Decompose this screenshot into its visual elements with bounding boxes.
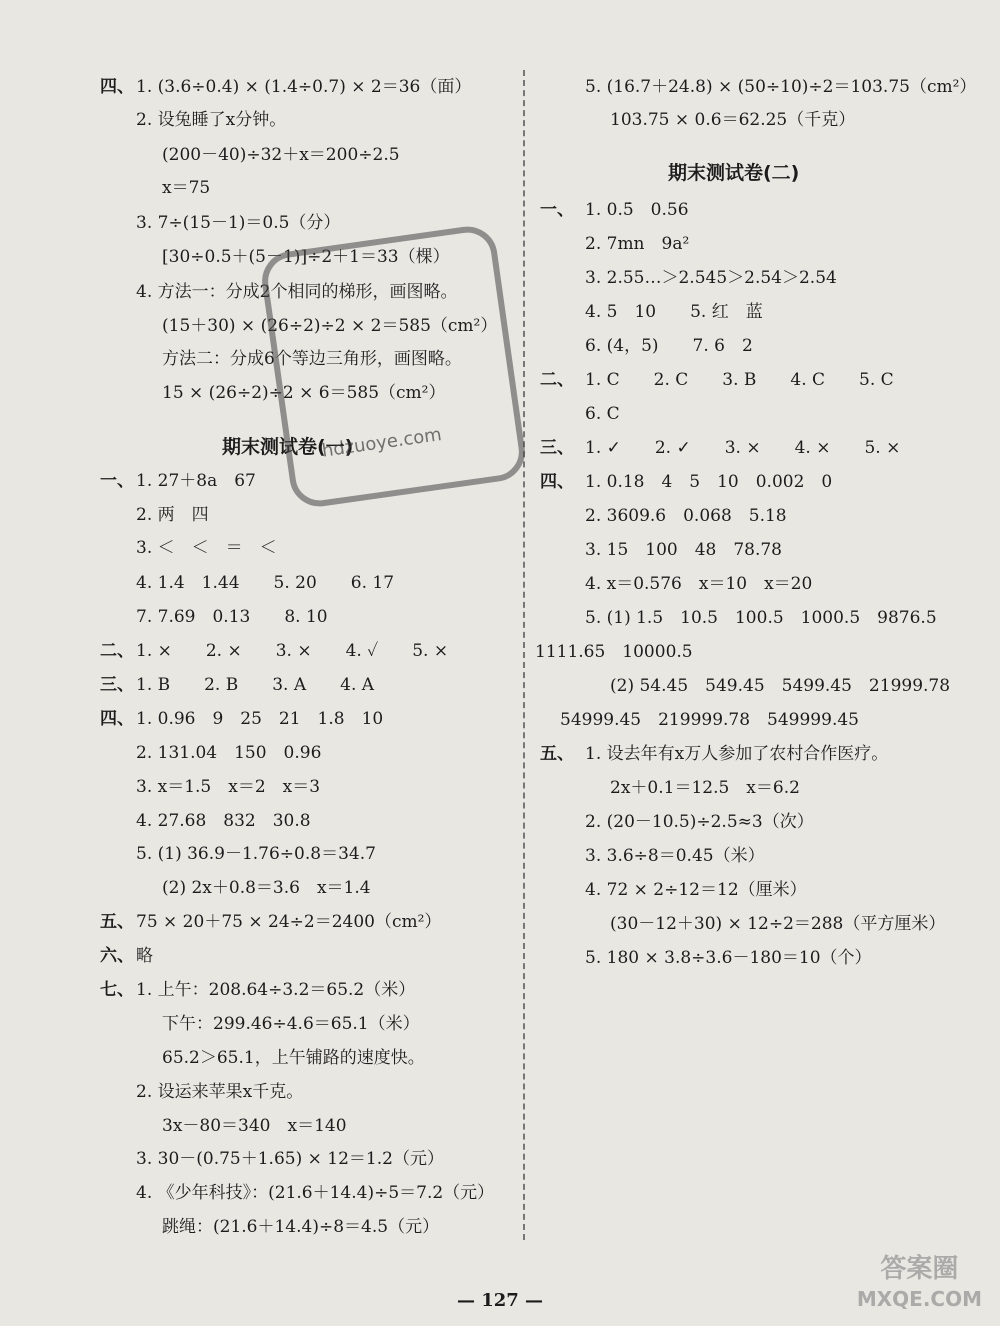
answer-text: 1. 0.18 4 5 10 0.002 0	[585, 472, 833, 492]
section-number: 四、	[100, 709, 134, 729]
answer-text: 1. 上午：208.64÷3.2＝65.2（米）	[136, 980, 416, 1000]
column-divider	[523, 70, 525, 1240]
answer-line	[585, 607, 937, 629]
answer-text: 下午：299.46÷4.6＝65.1（米）	[162, 1014, 420, 1034]
section-number: 四、	[540, 472, 574, 492]
answer-text: 103.75 × 0.6＝62.25（千克）	[610, 110, 856, 130]
answer-text: 5. (16.7＋24.8) × (50÷10)÷2＝103.75（cm²）	[585, 77, 977, 97]
answer-line	[136, 843, 376, 865]
answer-line	[100, 708, 383, 730]
section-title-exam-1: 期末测试卷(一)	[222, 436, 354, 458]
section-number: 七、	[100, 980, 134, 1000]
answer-text: 3. x＝1.5 x＝2 x＝3	[136, 777, 321, 797]
section-number: 三、	[540, 438, 574, 458]
answer-line	[585, 811, 814, 833]
answer-line	[585, 879, 807, 901]
answer-text: (30－12＋30) × 12÷2＝288（平方厘米）	[610, 914, 946, 934]
answer-text: 1. 0.96 9 25 21 1.8 10	[136, 709, 384, 729]
answer-text: 5. (1) 1.5 10.5 100.5 1000.5 9876.5	[585, 608, 937, 628]
section-number: 二、	[540, 370, 574, 390]
answer-text: 65.2＞65.1，上午铺路的速度快。	[162, 1048, 425, 1068]
answer-line	[162, 177, 210, 199]
answer-line	[540, 437, 900, 459]
answer-line	[100, 470, 256, 492]
answer-text: 跳绳：(21.6＋14.4)÷8＝4.5（元）	[162, 1217, 440, 1237]
answer-text: 1. C 2. C 3. B 4. C 5. C	[585, 370, 894, 390]
answer-text: 7. 7.69 0.13 8. 10	[136, 607, 328, 627]
section-number: 四、	[100, 77, 134, 97]
answer-line	[100, 979, 415, 1001]
answer-line	[585, 76, 976, 98]
answer-line	[100, 76, 471, 98]
answer-text: 2. 131.04 150 0.96	[136, 743, 322, 763]
answer-text: 1. (3.6÷0.4) × (1.4÷0.7) × 2＝36（面）	[136, 77, 472, 97]
answer-line	[560, 709, 859, 731]
answer-line	[540, 471, 832, 493]
answer-line	[100, 945, 153, 967]
section-number: 一、	[540, 200, 574, 220]
answer-text: 4. 5 10 5. 红 蓝	[585, 302, 763, 322]
answer-line	[162, 1115, 347, 1137]
answer-text: 3. 30－(0.75＋1.65) × 12＝1.2（元）	[136, 1149, 444, 1169]
answer-text: 2. (20－10.5)÷2.5≈3（次）	[585, 812, 814, 832]
answer-line	[136, 504, 209, 526]
answer-line	[610, 109, 855, 131]
answer-line	[136, 776, 320, 798]
answer-line	[136, 1081, 303, 1103]
watermark-stamp	[258, 223, 528, 510]
answer-line	[136, 109, 286, 131]
answer-line	[585, 947, 872, 969]
answer-text: 3x－80＝340 x＝140	[162, 1116, 347, 1136]
answer-text: 4. 1.4̇ 1.44 5. 20 6. 17	[136, 573, 395, 593]
answer-line	[585, 505, 787, 527]
answer-text: 3. 3.6÷8＝0.45（米）	[585, 846, 765, 866]
answer-line	[162, 1013, 420, 1035]
answer-text: 4. 《少年科技》：(21.6＋14.4)÷5＝7.2（元）	[136, 1183, 495, 1203]
answer-text: 4. 72 × 2÷12＝12（厘米）	[585, 880, 807, 900]
answer-text: 3. ＜ ＜ ＝ ＜	[136, 538, 277, 558]
answer-text: 2. 3609.6 0.068 5.18	[585, 506, 787, 526]
answer-line	[585, 233, 689, 255]
answer-line	[585, 539, 782, 561]
answer-line	[136, 1182, 494, 1204]
answer-line	[100, 674, 374, 696]
answer-text: 5. 180 × 3.8÷3.6－180＝10（个）	[585, 948, 872, 968]
answer-text: (15＋30) × (26÷2)÷2 × 2＝585（cm²）	[162, 316, 498, 336]
page-number: — 127 —	[456, 1290, 544, 1311]
answer-text: 75 × 20＋75 × 24÷2＝2400（cm²）	[136, 912, 442, 932]
answer-line	[100, 640, 448, 662]
answer-line	[540, 199, 689, 221]
answer-line	[585, 335, 753, 357]
section-number: 一、	[100, 471, 134, 491]
stamp-url: hdzuoye.com	[320, 424, 443, 462]
answer-line	[100, 911, 441, 933]
answer-text: 3. 7÷(15－1)＝0.5（分）	[136, 213, 341, 233]
answer-line	[610, 777, 800, 799]
answer-text: x＝75	[162, 178, 211, 198]
answer-line	[540, 369, 894, 391]
section-title-exam-2: 期末测试卷(二)	[668, 162, 800, 184]
section-number: 三、	[100, 675, 134, 695]
answer-line	[585, 845, 765, 867]
answer-text: 1111.65 10000.5	[535, 642, 693, 662]
answer-text: 1. B 2. B 3. A 4. A	[136, 675, 375, 695]
answer-text: 3. 2.55…＞2.545＞2.54̇＞2.54	[585, 268, 837, 288]
answer-line	[136, 212, 340, 234]
answer-text: 6. (4，5) 7. 6 2	[585, 336, 753, 356]
answer-text: 2. 设兔睡了x分钟。	[136, 110, 287, 130]
section-number: 二、	[100, 641, 134, 661]
answer-text: 4. 27.68 832 30.8	[136, 811, 311, 831]
answer-text: 1. ✓ 2. ✓ 3. × 4. × 5. ×	[585, 438, 901, 458]
answer-line	[610, 913, 945, 935]
answer-text: 54999.45 219999.78 549999.45	[560, 710, 859, 730]
answer-text: (2) 2x＋0.8＝3.6 x＝1.4	[162, 878, 371, 898]
answer-text: 2. 7mn 9a²	[585, 234, 690, 254]
answer-line	[585, 301, 763, 323]
answer-line	[535, 641, 693, 663]
answer-line	[162, 877, 371, 899]
answer-text: (2) 54.45 549.45 5499.45 21999.78	[610, 676, 951, 696]
answer-text: 方法二：分成6个等边三角形，画图略。	[162, 349, 462, 369]
answer-line	[136, 810, 311, 832]
answer-text: 2. 设运来苹果x千克。	[136, 1082, 304, 1102]
answer-text: 2. 两 四	[136, 505, 209, 525]
answer-text: [30÷0.5＋(5－1)]÷2＋1＝33（棵）	[162, 247, 450, 267]
answer-text: 4. x＝0.576 x＝10 x＝20	[585, 574, 813, 594]
watermark-line1: 答案圈	[880, 1254, 959, 1284]
answer-line	[585, 573, 812, 595]
answer-text: 5. (1) 36.9－1.76÷0.8＝34.7	[136, 844, 376, 864]
section-number: 五、	[100, 912, 134, 932]
answer-text: 6. C	[585, 404, 620, 424]
answer-text: 2x＋0.1＝12.5 x＝6.2	[610, 778, 800, 798]
answer-line	[162, 144, 400, 166]
section-number: 五、	[540, 744, 574, 764]
answer-line	[136, 1148, 444, 1170]
watermark-line2: MXQE.COM	[856, 1287, 982, 1311]
answer-line	[585, 403, 620, 425]
answer-text: 1. 设去年有x万人参加了农村合作医疗。	[585, 744, 889, 764]
answer-line	[540, 743, 888, 765]
answer-text: 略	[136, 946, 153, 966]
answer-line	[162, 1216, 439, 1238]
answer-text: 1. × 2. × 3. × 4. ✓ 5. ×	[136, 641, 449, 661]
answer-line	[136, 537, 277, 559]
answer-text: 15 × (26÷2)÷2 × 6＝585（cm²）	[162, 383, 446, 403]
answer-text: (200－40)÷32＋x＝200÷2.5	[162, 145, 400, 165]
answer-text: 4. 方法一：分成2个相同的梯形，画图略。	[136, 282, 458, 302]
answer-text: 1. 0.5̇ 0.56	[585, 200, 689, 220]
answer-line	[136, 606, 328, 628]
answer-line	[585, 267, 837, 289]
answer-text: 1. 27＋8a 67	[136, 471, 256, 491]
answer-line	[610, 675, 950, 697]
section-number: 六、	[100, 946, 134, 966]
answer-line	[136, 742, 321, 764]
answer-line	[162, 1047, 425, 1069]
answer-text: 3. 15 100 48 78.78	[585, 540, 783, 560]
answer-line	[136, 572, 394, 594]
